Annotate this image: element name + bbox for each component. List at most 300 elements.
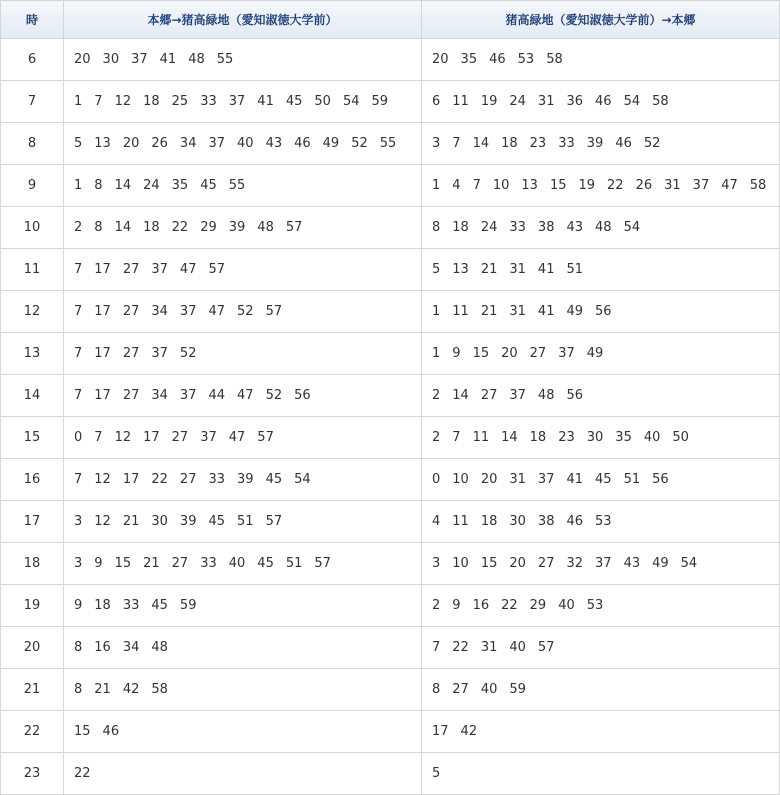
departure-minute: 5: [432, 262, 441, 277]
departure-minute: 7: [74, 262, 83, 277]
departure-minute: 41: [159, 52, 177, 67]
table-row: [1, 459, 780, 501]
departure-minute: 12: [114, 94, 132, 109]
timetable-body: [1, 39, 780, 795]
departure-minute: 31: [664, 178, 681, 193]
departure-minute: 54: [680, 556, 698, 571]
departure-minute: 42: [460, 724, 478, 739]
table-row: [1, 291, 780, 333]
departure-minute: 5: [432, 766, 441, 781]
departure-minute: 40: [558, 598, 575, 613]
departure-minute: 17: [143, 430, 160, 445]
departure-minute: 49: [566, 304, 584, 319]
departure-minute: 16: [472, 598, 490, 613]
departure-minute: 51: [237, 514, 254, 529]
departure-minute: 17: [94, 346, 111, 361]
outbound-minutes-cell: [64, 207, 422, 249]
departure-minute: 30: [151, 514, 168, 529]
departure-minute: 42: [122, 682, 140, 697]
departure-minute: 35: [460, 52, 478, 67]
departure-minute: 45: [257, 556, 274, 571]
departure-minute: 37: [509, 388, 526, 403]
departure-minute: 29: [529, 598, 547, 613]
departure-minute: 8: [432, 220, 441, 235]
inbound-minutes-cell: [422, 375, 780, 417]
departure-minute: 33: [200, 94, 217, 109]
departure-minute: 57: [537, 640, 555, 655]
departure-minute: 17: [94, 388, 111, 403]
departure-minute: 15: [549, 178, 567, 193]
inbound-minutes-cell: [422, 333, 780, 375]
departure-minute: 3: [432, 556, 441, 571]
departure-minute: 58: [749, 178, 767, 193]
departure-minute: 17: [94, 262, 111, 277]
departure-minute: 20: [432, 52, 449, 67]
departure-minute: 52: [351, 136, 368, 151]
departure-minute: 58: [546, 52, 563, 67]
table-row: [1, 333, 780, 375]
departure-minute: 14: [472, 136, 490, 151]
departure-minute: 37: [151, 346, 168, 361]
departure-minute: 27: [179, 472, 197, 487]
departure-minute: 19: [480, 94, 498, 109]
departure-minute: 59: [179, 598, 197, 613]
departure-minute: 7: [74, 472, 83, 487]
departure-minute: 40: [228, 556, 246, 571]
departure-minute: 17: [122, 472, 140, 487]
departure-minute: 0: [432, 472, 441, 487]
inbound-minutes-cell: [422, 669, 780, 711]
departure-minute: 24: [509, 94, 526, 109]
departure-minute: 31: [480, 640, 498, 655]
departure-minute: 56: [652, 472, 669, 487]
departure-minute: 33: [200, 556, 217, 571]
departure-minute: 11: [452, 94, 469, 109]
departure-minute: 56: [294, 388, 311, 403]
outbound-minutes-cell: [64, 711, 422, 753]
departure-minute: 17: [432, 724, 449, 739]
inbound-minutes-cell: [422, 81, 780, 123]
table-row: [1, 585, 780, 627]
inbound-minutes-cell: [422, 627, 780, 669]
departure-minute: 22: [501, 598, 518, 613]
departure-minute: 50: [314, 94, 331, 109]
departure-minute: 18: [94, 598, 111, 613]
departure-minute: 51: [566, 262, 584, 277]
table-row: [1, 627, 780, 669]
departure-minute: 5: [74, 136, 83, 151]
departure-minute: 2: [432, 430, 441, 445]
departure-minute: 38: [537, 514, 555, 529]
departure-minute: 22: [151, 472, 168, 487]
departure-minute: 1: [432, 346, 441, 361]
departure-minute: 57: [265, 304, 283, 319]
departure-minute: 21: [480, 304, 498, 319]
hour-cell: 12: [1, 291, 64, 333]
departure-minute: 18: [143, 94, 160, 109]
inbound-minutes-cell: [422, 249, 780, 291]
departure-minute: 27: [537, 556, 555, 571]
departure-minute: 3: [74, 556, 83, 571]
departure-minute: 45: [285, 94, 303, 109]
departure-minute: 27: [452, 682, 469, 697]
departure-minute: 37: [537, 472, 555, 487]
departure-minute: 36: [566, 94, 584, 109]
departure-minute: 25: [171, 94, 189, 109]
departure-minute: 20: [122, 136, 140, 151]
departure-minute: 23: [558, 430, 575, 445]
hour-cell: 14: [1, 375, 64, 417]
departure-minute: 27: [122, 346, 140, 361]
departure-minute: 53: [517, 52, 535, 67]
departure-minute: 35: [171, 178, 189, 193]
departure-minute: 20: [509, 556, 526, 571]
departure-minute: 10: [452, 556, 469, 571]
departure-minute: 34: [151, 388, 168, 403]
departure-minute: 32: [566, 556, 584, 571]
departure-minute: 1: [74, 94, 83, 109]
departure-minute: 27: [122, 262, 140, 277]
departure-minute: 58: [151, 682, 168, 697]
departure-minute: 55: [228, 178, 246, 193]
departure-minute: 3: [74, 514, 83, 529]
departure-minute: 19: [578, 178, 596, 193]
departure-minute: 31: [509, 304, 526, 319]
departure-minute: 57: [285, 220, 303, 235]
table-row: [1, 375, 780, 417]
outbound-minutes-cell: [64, 459, 422, 501]
departure-minute: 58: [652, 94, 669, 109]
departure-minute: 46: [294, 136, 311, 151]
departure-minute: 47: [179, 262, 197, 277]
inbound-minutes-cell: [422, 459, 780, 501]
departure-minute: 54: [342, 94, 360, 109]
departure-minute: 21: [94, 682, 111, 697]
outbound-minutes-cell: [64, 669, 422, 711]
departure-minute: 52: [265, 388, 283, 403]
hour-cell: 13: [1, 333, 64, 375]
outbound-minutes-cell: [64, 249, 422, 291]
departure-minute: 37: [200, 430, 217, 445]
departure-minute: 8: [74, 640, 83, 655]
departure-minute: 24: [480, 220, 498, 235]
departure-minute: 2: [74, 220, 83, 235]
table-row: [1, 81, 780, 123]
hour-cell: 11: [1, 249, 64, 291]
hour-cell: 21: [1, 669, 64, 711]
departure-minute: 4: [432, 514, 441, 529]
inbound-minutes-cell: [422, 291, 780, 333]
departure-minute: 33: [122, 598, 140, 613]
departure-minute: 48: [537, 388, 555, 403]
outbound-minutes-cell: [64, 543, 422, 585]
table-row: [1, 165, 780, 207]
departure-minute: 47: [208, 304, 226, 319]
departure-minute: 37: [692, 178, 710, 193]
outbound-minutes-cell: [64, 501, 422, 543]
outbound-minutes-cell: [64, 165, 422, 207]
departure-minute: 33: [558, 136, 575, 151]
departure-minute: 51: [623, 472, 641, 487]
inbound-minutes-cell: [422, 711, 780, 753]
departure-minute: 12: [94, 514, 111, 529]
hour-cell: 6: [1, 39, 64, 81]
departure-minute: 15: [472, 346, 490, 361]
departure-minute: 1: [432, 304, 441, 319]
departure-minute: 59: [509, 682, 526, 697]
departure-minute: 51: [285, 556, 303, 571]
hour-column-header: 時: [1, 1, 64, 39]
hour-cell: 23: [1, 753, 64, 795]
departure-minute: 15: [74, 724, 91, 739]
departure-minute: 1: [432, 178, 441, 193]
hour-cell: 17: [1, 501, 64, 543]
departure-minute: 18: [529, 430, 547, 445]
departure-minute: 45: [265, 472, 283, 487]
departure-minute: 52: [237, 304, 254, 319]
inbound-minutes-cell: [422, 753, 780, 795]
departure-minute: 12: [114, 430, 132, 445]
table-row: [1, 207, 780, 249]
table-row: [1, 543, 780, 585]
departure-minute: 55: [216, 52, 234, 67]
departure-minute: 15: [114, 556, 132, 571]
departure-minute: 8: [94, 178, 103, 193]
table-row: [1, 711, 780, 753]
departure-minute: 40: [480, 682, 498, 697]
departure-minute: 9: [452, 598, 461, 613]
departure-minute: 48: [151, 640, 168, 655]
departure-minute: 18: [501, 136, 518, 151]
departure-minute: 17: [94, 304, 111, 319]
table-row: [1, 417, 780, 459]
departure-minute: 7: [452, 430, 461, 445]
departure-minute: 27: [122, 388, 140, 403]
departure-minute: 26: [151, 136, 168, 151]
outbound-minutes-cell: [64, 39, 422, 81]
departure-minute: 34: [151, 304, 168, 319]
inbound-minutes-cell: [422, 165, 780, 207]
departure-minute: 35: [615, 430, 632, 445]
departure-minute: 22: [171, 220, 189, 235]
departure-minute: 1: [74, 178, 83, 193]
inbound-minutes-cell: [422, 123, 780, 165]
departure-minute: 30: [509, 514, 526, 529]
departure-minute: 45: [151, 598, 168, 613]
departure-minute: 54: [294, 472, 311, 487]
departure-minute: 12: [94, 472, 111, 487]
departure-minute: 10: [492, 178, 510, 193]
departure-minute: 40: [643, 430, 661, 445]
departure-minute: 43: [623, 556, 641, 571]
hour-cell: 20: [1, 627, 64, 669]
departure-minute: 49: [586, 346, 604, 361]
departure-minute: 43: [265, 136, 283, 151]
departure-minute: 8: [94, 220, 103, 235]
departure-minute: 37: [228, 94, 246, 109]
departure-minute: 7: [74, 388, 83, 403]
departure-minute: 13: [452, 262, 469, 277]
departure-minute: 8: [432, 682, 441, 697]
table-row: [1, 39, 780, 81]
departure-minute: 18: [143, 220, 160, 235]
outbound-minutes-cell: [64, 417, 422, 459]
hour-cell: 22: [1, 711, 64, 753]
departure-minute: 21: [143, 556, 160, 571]
table-row: [1, 249, 780, 291]
hour-cell: 7: [1, 81, 64, 123]
departure-minute: 13: [521, 178, 538, 193]
departure-minute: 56: [566, 388, 584, 403]
departure-minute: 46: [102, 724, 120, 739]
departure-minute: 27: [171, 430, 189, 445]
hour-cell: 9: [1, 165, 64, 207]
departure-minute: 41: [257, 94, 274, 109]
departure-minute: 13: [94, 136, 111, 151]
departure-minute: 37: [558, 346, 575, 361]
departure-minute: 34: [179, 136, 197, 151]
departure-minute: 47: [721, 178, 738, 193]
departure-minute: 22: [607, 178, 624, 193]
outbound-minutes-cell: [64, 585, 422, 627]
departure-minute: 11: [472, 430, 490, 445]
departure-minute: 16: [94, 640, 111, 655]
departure-minute: 43: [566, 220, 584, 235]
departure-minute: 39: [237, 472, 254, 487]
hour-cell: 19: [1, 585, 64, 627]
departure-minute: 7: [74, 304, 83, 319]
departure-minute: 49: [652, 556, 669, 571]
outbound-minutes-cell: [64, 123, 422, 165]
departure-minute: 37: [131, 52, 148, 67]
departure-minute: 52: [643, 136, 661, 151]
departure-minute: 9: [74, 598, 83, 613]
outbound-column-header: 本郷→猪高緑地（愛知淑徳大学前）: [64, 1, 422, 39]
departure-minute: 9: [94, 556, 103, 571]
departure-minute: 55: [379, 136, 397, 151]
inbound-minutes-cell: [422, 585, 780, 627]
departure-minute: 14: [114, 220, 132, 235]
departure-minute: 27: [122, 304, 140, 319]
departure-minute: 31: [537, 94, 555, 109]
hour-cell: 15: [1, 417, 64, 459]
departure-minute: 48: [257, 220, 274, 235]
departure-minute: 41: [537, 304, 555, 319]
departure-minute: 40: [237, 136, 254, 151]
departure-minute: 31: [509, 472, 526, 487]
departure-minute: 44: [208, 388, 226, 403]
outbound-minutes-cell: [64, 627, 422, 669]
departure-minute: 46: [566, 514, 584, 529]
departure-minute: 14: [452, 388, 469, 403]
departure-minute: 41: [537, 262, 555, 277]
departure-minute: 48: [188, 52, 205, 67]
timetable-header-row: [1, 1, 780, 39]
departure-minute: 57: [314, 556, 331, 571]
inbound-minutes-cell: [422, 501, 780, 543]
departure-minute: 30: [586, 430, 604, 445]
table-row: [1, 123, 780, 165]
departure-minute: 9: [452, 346, 461, 361]
departure-minute: 48: [595, 220, 612, 235]
departure-minute: 53: [595, 514, 612, 529]
inbound-minutes-cell: [422, 39, 780, 81]
departure-minute: 57: [208, 262, 226, 277]
table-row: [1, 753, 780, 795]
departure-minute: 54: [623, 94, 641, 109]
departure-minute: 57: [265, 514, 283, 529]
departure-minute: 45: [595, 472, 612, 487]
departure-minute: 14: [501, 430, 518, 445]
departure-minute: 7: [94, 430, 103, 445]
departure-minute: 54: [623, 220, 641, 235]
departure-minute: 45: [200, 178, 217, 193]
outbound-minutes-cell: [64, 291, 422, 333]
departure-minute: 45: [208, 514, 226, 529]
departure-minute: 2: [432, 598, 441, 613]
departure-minute: 7: [452, 136, 461, 151]
departure-minute: 27: [171, 556, 189, 571]
departure-minute: 52: [179, 346, 197, 361]
departure-minute: 37: [179, 304, 197, 319]
departure-minute: 26: [635, 178, 653, 193]
departure-minute: 6: [432, 94, 441, 109]
departure-minute: 49: [322, 136, 340, 151]
departure-minute: 4: [452, 178, 461, 193]
departure-minute: 27: [480, 388, 498, 403]
departure-minute: 30: [102, 52, 120, 67]
inbound-column-header: 猪高緑地（愛知淑徳大学前）→本郷: [422, 1, 780, 39]
departure-minute: 47: [237, 388, 254, 403]
departure-minute: 18: [480, 514, 498, 529]
departure-minute: 40: [509, 640, 526, 655]
departure-minute: 21: [122, 514, 140, 529]
outbound-minutes-cell: [64, 81, 422, 123]
departure-minute: 33: [208, 472, 226, 487]
outbound-minutes-cell: [64, 333, 422, 375]
inbound-minutes-cell: [422, 417, 780, 459]
departure-minute: 11: [452, 514, 469, 529]
departure-minute: 20: [501, 346, 518, 361]
departure-minute: 46: [595, 94, 612, 109]
table-row: [1, 669, 780, 711]
departure-minute: 59: [371, 94, 389, 109]
departure-minute: 20: [74, 52, 91, 67]
departure-minute: 37: [179, 388, 197, 403]
departure-minute: 37: [151, 262, 168, 277]
outbound-minutes-cell: [64, 753, 422, 795]
departure-minute: 39: [179, 514, 197, 529]
departure-minute: 11: [452, 304, 469, 319]
hour-cell: 18: [1, 543, 64, 585]
departure-minute: 33: [509, 220, 526, 235]
table-row: [1, 501, 780, 543]
inbound-minutes-cell: [422, 543, 780, 585]
departure-minute: 2: [432, 388, 441, 403]
departure-minute: 20: [480, 472, 498, 487]
departure-minute: 0: [74, 430, 83, 445]
departure-minute: 8: [74, 682, 83, 697]
hour-cell: 16: [1, 459, 64, 501]
departure-minute: 7: [94, 94, 103, 109]
departure-minute: 34: [122, 640, 140, 655]
departure-minute: 7: [74, 346, 83, 361]
departure-minute: 47: [228, 430, 246, 445]
hour-cell: 10: [1, 207, 64, 249]
departure-minute: 22: [452, 640, 469, 655]
departure-minute: 15: [480, 556, 498, 571]
departure-minute: 7: [472, 178, 481, 193]
